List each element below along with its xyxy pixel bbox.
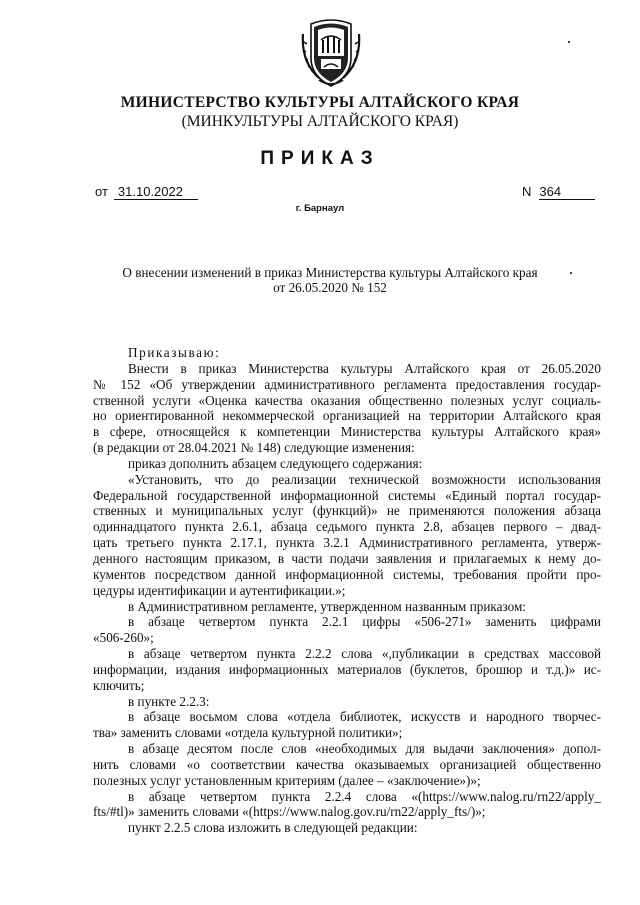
body-line: Внести в приказ Министерства культуры Алтайского края от 26.05.2020	[128, 360, 601, 376]
body-line: в абзаце восьмом слова «отдела библиотек, искусств и народного творчес-	[128, 709, 601, 725]
document-date: 31.10.2022	[114, 184, 198, 200]
body-line: в абзаце четвертом пункта 2.2.4 слова «(https://www.nalog.ru/rn22/apply_	[128, 788, 601, 804]
body-line: ственных и муниципальных услуг (функций)» не применяются положения абзаца	[93, 503, 601, 519]
body-line: в Административном регламенте, утвержденном названным приказом:	[128, 598, 526, 614]
body-line: в абзаце четвертом пункта 2.2.1 цифры «506-271» заменить цифрами	[128, 614, 601, 630]
body-line: (в редакции от 28.04.2021 № 148) следующие изменения:	[93, 440, 415, 456]
city-label: г. Барнаул	[295, 203, 345, 214]
body-line: нить словами «о соответствии качества оказываемых организацией общественно	[93, 756, 601, 772]
body-line: Федеральной государственной информационной системы «Единый портал государ-	[93, 487, 601, 503]
body-line: цать третьего пункта 2.17.1, пункта 3.2.1 Административного регламента, утверж-	[93, 535, 601, 551]
body-line: в абзаце десятом после слов «необходимых для выдачи заключения» допол-	[128, 741, 601, 757]
document-number: 364	[539, 184, 595, 200]
ministry-title: МИНИСТЕРСТВО КУЛЬТУРЫ АЛТАЙСКОГО КРАЯ	[120, 94, 520, 111]
body-line: «506-260»;	[93, 630, 154, 646]
body-line: ственной услуги «Оценка качества оказания общественно полезных услуг социаль-	[93, 392, 601, 408]
scan-speck	[570, 272, 572, 274]
body-line: денного настоящим приказом, в части подачи заявления и прилагаемых к нему до-	[93, 550, 601, 566]
coat-of-arms-emblem	[301, 18, 361, 90]
body-line: одиннадцатого пункта 2.6.1, абзаца седьмого пункта 2.8, абзацев первого – двад-	[93, 519, 601, 535]
body-line: приказ дополнить абзацем следующего содержания:	[128, 455, 423, 471]
body-line: в пункте 2.2.3:	[128, 693, 210, 709]
body-line: № 152 «Об утверждении административного регламента предоставления государ-	[93, 376, 601, 392]
order-word: Приказываю:	[128, 345, 221, 360]
body-line: кументов посредством данной информационной системы, требования пройти про-	[93, 566, 601, 582]
body-line: информации, издания информационных материалов (буклетов, брошюр и т.д.)» ис-	[93, 661, 601, 677]
ministry-short-title: (МИНКУЛЬТУРЫ АЛТАЙСКОГО КРАЯ)	[181, 113, 459, 130]
body-line: в сфере, относящейся к компетенции Министерства культуры Алтайского края»	[93, 424, 601, 440]
body-line: полезных услуг установленным критериям (далее – «заключение»)»;	[93, 772, 481, 788]
number-line	[522, 184, 595, 200]
body-line: ключить;	[93, 677, 145, 693]
body-line: fts/#tl)» заменить словами «(https://www.nalog.gov.ru/rn22/apply_fts/)»;	[93, 804, 486, 820]
body-line: но ориентированной некоммерческой организацией на территории Алтайского края	[93, 408, 601, 424]
body-line: цедуры идентификации и аутентификации.»;	[93, 582, 346, 598]
body-line: тва» заменить словами «отдела культурной политики»;	[93, 725, 403, 741]
body-line: пункт 2.2.5 слова изложить в следующей редакции:	[128, 820, 418, 836]
scan-speck	[568, 41, 570, 43]
body-line: «Установить, что до реализации технической возможности использования	[128, 471, 601, 487]
document-body	[93, 345, 601, 836]
number-label: N	[522, 184, 532, 199]
document-type-title: ПРИКАЗ	[260, 148, 380, 169]
document-subject: О внесении изменений в приказ Министерства культуры Алтайского края от 26.05.2020 № 152	[122, 265, 538, 295]
date-label: от	[95, 184, 108, 199]
date-line	[95, 184, 198, 200]
body-line: в абзаце четвертом пункта 2.2.2 слова «,публикации в средствах массовой	[128, 646, 601, 662]
